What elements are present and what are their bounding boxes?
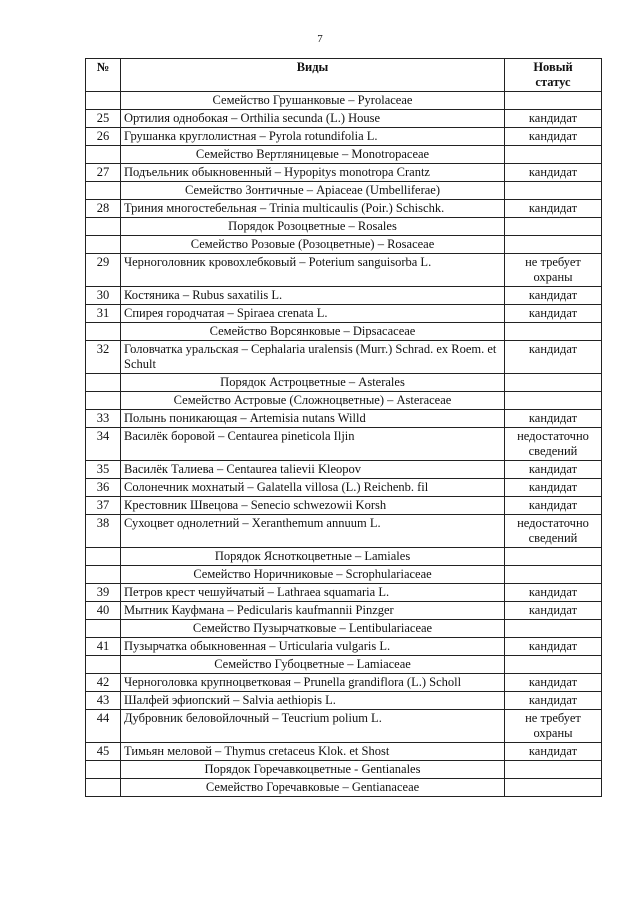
- species-russian-name: Тимьян меловой: [124, 744, 212, 758]
- status-text: кандидат: [528, 165, 578, 179]
- row-number: 28: [86, 200, 121, 218]
- section-status-cell: [505, 761, 602, 779]
- status-cell: [505, 515, 602, 548]
- species-latin-name: Artemisia nutans Willd: [249, 411, 366, 425]
- section-title: Семейство Норичниковые – Scrophulariaceae: [121, 566, 505, 584]
- row-number: 30: [86, 287, 121, 305]
- section-status-cell: [505, 656, 602, 674]
- table-row: [86, 584, 602, 602]
- species-latin-name: Pedicularis kaufmannii Pinzger: [236, 603, 394, 617]
- row-number: 39: [86, 584, 121, 602]
- species-russian-name: Крестовник Швецова: [124, 498, 239, 512]
- row-number: 38: [86, 515, 121, 548]
- species-latin-name: Cephalaria uralensis (Murr.) Schrad. ex Roem. et Schult: [124, 342, 497, 371]
- row-number: 29: [86, 254, 121, 287]
- species-russian-name: Дубровник беловойлочный: [124, 711, 270, 725]
- status-text: охраны: [533, 726, 573, 740]
- species-latin-name: Prunella grandiflora (L.) Scholl: [303, 675, 462, 689]
- status-cell: [505, 479, 602, 497]
- section-status-cell: [505, 548, 602, 566]
- table-row: [86, 743, 602, 761]
- section-title: Семейство Горечавковые – Gentianaceae: [121, 779, 505, 797]
- section-row: [86, 779, 602, 797]
- species-latin-name: Poterium sanguisorba L.: [308, 255, 432, 269]
- status-text: кандидат: [528, 411, 578, 425]
- status-text: кандидат: [528, 585, 578, 599]
- table-row: [86, 461, 602, 479]
- species-russian-name: Черноголовник кровохлебковый: [124, 255, 297, 269]
- table-row: [86, 497, 602, 515]
- row-number: 41: [86, 638, 121, 656]
- section-number-cell: [86, 779, 121, 797]
- species-cell: Василёк боровой – Centaurea pineticola Iljin: [121, 428, 505, 461]
- section-row: [86, 548, 602, 566]
- section-row: [86, 761, 602, 779]
- status-cell: [505, 305, 602, 323]
- table-row: [86, 341, 602, 374]
- table-row: [86, 710, 602, 743]
- species-cell: Мытник Кауфмана – Pedicularis kaufmannii Pinzger: [121, 602, 505, 620]
- status-cell: [505, 428, 602, 461]
- row-number: 34: [86, 428, 121, 461]
- section-row: [86, 392, 602, 410]
- status-text: кандидат: [528, 498, 578, 512]
- species-latin-name: Centaurea talievii Kleopov: [226, 462, 362, 476]
- row-number: 36: [86, 479, 121, 497]
- table-row: [86, 164, 602, 182]
- status-cell: [505, 164, 602, 182]
- status-text: кандидат: [528, 111, 578, 125]
- species-russian-name: Василёк боровой: [124, 429, 215, 443]
- table-row: [86, 110, 602, 128]
- section-status-cell: [505, 392, 602, 410]
- species-latin-name: Senecio schwezowii Korsh: [250, 498, 387, 512]
- status-text: кандидат: [528, 288, 578, 302]
- section-row: [86, 374, 602, 392]
- table-row: [86, 428, 602, 461]
- table-row: [86, 200, 602, 218]
- species-cell: Дубровник беловойлочный – Teucrium polium L.: [121, 710, 505, 743]
- table-row: [86, 638, 602, 656]
- species-table: [85, 58, 602, 797]
- species-russian-name: Головчатка уральская: [124, 342, 239, 356]
- section-title: Семейство Вертляницевые – Monotropaceae: [121, 146, 505, 164]
- status-cell: [505, 461, 602, 479]
- species-russian-name: Грушанка круглолистная: [124, 129, 257, 143]
- status-cell: [505, 128, 602, 146]
- species-latin-name: Urticularia vulgaris L.: [278, 639, 391, 653]
- status-text: недостаточно: [517, 516, 589, 530]
- table-row: [86, 674, 602, 692]
- page-number: 7: [317, 33, 323, 45]
- status-text: охраны: [533, 270, 573, 284]
- section-title: Порядок Ясноткоцветные – Lamiales: [121, 548, 505, 566]
- status-text: кандидат: [528, 744, 578, 758]
- species-cell: Шалфей эфиопский – Salvia aethiopis L.: [121, 692, 505, 710]
- section-row: [86, 236, 602, 254]
- row-number: 25: [86, 110, 121, 128]
- species-russian-name: Триния многостебельная: [124, 201, 257, 215]
- table-row: [86, 515, 602, 548]
- section-number-cell: [86, 92, 121, 110]
- row-number: 37: [86, 497, 121, 515]
- section-row: [86, 566, 602, 584]
- status-text: кандидат: [528, 201, 578, 215]
- section-status-cell: [505, 323, 602, 341]
- status-text: недостаточно: [517, 429, 589, 443]
- species-russian-name: Василёк Талиева: [124, 462, 214, 476]
- table-row: [86, 305, 602, 323]
- section-status-cell: [505, 779, 602, 797]
- section-title: Порядок Астроцветные – Asterales: [121, 374, 505, 392]
- section-number-cell: [86, 566, 121, 584]
- species-russian-name: Солонечник мохнатый: [124, 480, 245, 494]
- header-status-line2: статус: [535, 75, 571, 89]
- species-cell: Костяника – Rubus saxatilis L.: [121, 287, 505, 305]
- section-title: Семейство Губоцветные – Lamiaceae: [121, 656, 505, 674]
- table-row: [86, 410, 602, 428]
- header-status: [505, 59, 602, 92]
- section-title: Семейство Ворсянковые – Dipsacaceae: [121, 323, 505, 341]
- section-status-cell: [505, 182, 602, 200]
- species-cell: Тимьян меловой – Thymus cretaceus Klok. et Shost: [121, 743, 505, 761]
- table-row: [86, 692, 602, 710]
- species-russian-name: Спирея городчатая: [124, 306, 225, 320]
- table-row: [86, 602, 602, 620]
- section-number-cell: [86, 392, 121, 410]
- row-number: 26: [86, 128, 121, 146]
- species-cell: Головчатка уральская – Cephalaria uralensis (Murr.) Schrad. ex Roem. et Schult: [121, 341, 505, 374]
- row-number: 42: [86, 674, 121, 692]
- row-number: 27: [86, 164, 121, 182]
- species-latin-name: Trinia multicaulis (Poir.) Schischk.: [269, 201, 445, 215]
- status-text: кандидат: [528, 693, 578, 707]
- species-russian-name: Мытник Кауфмана: [124, 603, 225, 617]
- header-number: №: [86, 59, 121, 92]
- section-status-cell: [505, 146, 602, 164]
- section-row: [86, 92, 602, 110]
- section-number-cell: [86, 656, 121, 674]
- species-cell: Черноголовник кровохлебковый – Poterium sanguisorba L.: [121, 254, 505, 287]
- section-status-cell: [505, 218, 602, 236]
- species-latin-name: Centaurea pineticola Iljin: [227, 429, 355, 443]
- species-latin-name: Pyrola rotundifolia L.: [268, 129, 378, 143]
- status-text: сведений: [528, 531, 578, 545]
- species-russian-name: Петров крест чешуйчатый: [124, 585, 265, 599]
- status-text: кандидат: [528, 603, 578, 617]
- table-row: [86, 254, 602, 287]
- species-russian-name: Полынь поникающая: [124, 411, 238, 425]
- section-number-cell: [86, 236, 121, 254]
- status-text: не требует: [525, 255, 581, 269]
- species-russian-name: Ортилия однобокая: [124, 111, 229, 125]
- section-number-cell: [86, 218, 121, 236]
- status-cell: [505, 200, 602, 218]
- status-cell: [505, 692, 602, 710]
- species-cell: Василёк Талиева – Centaurea talievii Kleopov: [121, 461, 505, 479]
- species-cell: Триния многостебельная – Trinia multicaulis (Poir.) Schischk.: [121, 200, 505, 218]
- status-text: кандидат: [528, 462, 578, 476]
- species-latin-name: Spiraea crenata L.: [236, 306, 328, 320]
- species-latin-name: Lathraea squamaria L.: [277, 585, 390, 599]
- section-row: [86, 620, 602, 638]
- species-cell: Солонечник мохнатый – Galatella villosa (L.) Reichenb. fil: [121, 479, 505, 497]
- section-row: [86, 182, 602, 200]
- species-russian-name: Костяника: [124, 288, 180, 302]
- species-latin-name: Xeranthemum annuum L.: [251, 516, 381, 530]
- status-cell: [505, 254, 602, 287]
- species-cell: Полынь поникающая – Artemisia nutans Willd: [121, 410, 505, 428]
- row-number: 32: [86, 341, 121, 374]
- status-cell: [505, 497, 602, 515]
- section-status-cell: [505, 566, 602, 584]
- table-header-row: [86, 59, 602, 92]
- table-row: [86, 128, 602, 146]
- row-number: 33: [86, 410, 121, 428]
- species-russian-name: Сухоцвет однолетний: [124, 516, 240, 530]
- species-latin-name: Salvia aethiopis L.: [242, 693, 336, 707]
- table-body: [86, 92, 602, 797]
- section-title: Семейство Пузырчатковые – Lentibulariaceae: [121, 620, 505, 638]
- section-row: [86, 323, 602, 341]
- status-text: кандидат: [528, 480, 578, 494]
- status-text: кандидат: [528, 306, 578, 320]
- species-latin-name: Orthilia secunda (L.) House: [240, 111, 381, 125]
- row-number: 35: [86, 461, 121, 479]
- section-row: [86, 146, 602, 164]
- section-title: Порядок Розоцветные – Rosales: [121, 218, 505, 236]
- status-text: кандидат: [528, 675, 578, 689]
- status-cell: [505, 341, 602, 374]
- species-latin-name: Hypopitys monotropa Crantz: [284, 165, 430, 179]
- section-number-cell: [86, 761, 121, 779]
- species-latin-name: Galatella villosa (L.) Reichenb. fil: [256, 480, 429, 494]
- status-cell: [505, 638, 602, 656]
- species-cell: Спирея городчатая – Spiraea crenata L.: [121, 305, 505, 323]
- row-number: 40: [86, 602, 121, 620]
- species-latin-name: Teucrium polium L.: [281, 711, 382, 725]
- header-species: Виды: [121, 59, 505, 92]
- species-cell: Сухоцвет однолетний – Xeranthemum annuum L.: [121, 515, 505, 548]
- section-status-cell: [505, 374, 602, 392]
- section-number-cell: [86, 548, 121, 566]
- status-text: кандидат: [528, 129, 578, 143]
- row-number: 44: [86, 710, 121, 743]
- header-status-line1: Новый: [533, 60, 573, 74]
- species-cell: Грушанка круглолистная – Pyrola rotundifolia L.: [121, 128, 505, 146]
- species-cell: Подъельник обыкновенный – Hypopitys monotropa Crantz: [121, 164, 505, 182]
- section-status-cell: [505, 620, 602, 638]
- table-row: [86, 287, 602, 305]
- species-russian-name: Подъельник обыкновенный: [124, 165, 272, 179]
- status-cell: [505, 602, 602, 620]
- status-text: кандидат: [528, 342, 578, 356]
- section-row: [86, 656, 602, 674]
- status-text: кандидат: [528, 639, 578, 653]
- section-number-cell: [86, 146, 121, 164]
- section-number-cell: [86, 182, 121, 200]
- species-latin-name: Thymus cretaceus Klok. et Shost: [224, 744, 390, 758]
- row-number: 31: [86, 305, 121, 323]
- species-russian-name: Черноголовка крупноцветковая: [124, 675, 291, 689]
- status-cell: [505, 710, 602, 743]
- species-cell: Ортилия однобокая – Orthilia secunda (L.) House: [121, 110, 505, 128]
- section-title: Семейство Астровые (Сложноцветные) – Asteraceae: [121, 392, 505, 410]
- status-cell: [505, 110, 602, 128]
- species-latin-name: Rubus saxatilis L.: [192, 288, 283, 302]
- section-number-cell: [86, 323, 121, 341]
- species-cell: Черноголовка крупноцветковая – Prunella grandiflora (L.) Scholl: [121, 674, 505, 692]
- species-russian-name: Пузырчатка обыкновенная: [124, 639, 267, 653]
- status-text: сведений: [528, 444, 578, 458]
- status-cell: [505, 410, 602, 428]
- section-title: Семейство Грушанковые – Pyrolaceae: [121, 92, 505, 110]
- row-number: 43: [86, 692, 121, 710]
- section-status-cell: [505, 92, 602, 110]
- status-cell: [505, 584, 602, 602]
- section-title: Порядок Горечавкоцветные - Gentianales: [121, 761, 505, 779]
- section-title: Семейство Зонтичные – Apiaceae (Umbelliferae): [121, 182, 505, 200]
- section-status-cell: [505, 236, 602, 254]
- section-row: [86, 218, 602, 236]
- species-cell: Пузырчатка обыкновенная – Urticularia vulgaris L.: [121, 638, 505, 656]
- status-text: не требует: [525, 711, 581, 725]
- status-cell: [505, 743, 602, 761]
- section-title: Семейство Розовые (Розоцветные) – Rosaceae: [121, 236, 505, 254]
- species-russian-name: Шалфей эфиопский: [124, 693, 230, 707]
- row-number: 45: [86, 743, 121, 761]
- table-row: [86, 479, 602, 497]
- section-number-cell: [86, 374, 121, 392]
- status-cell: [505, 674, 602, 692]
- status-cell: [505, 287, 602, 305]
- species-cell: Крестовник Швецова – Senecio schwezowii Korsh: [121, 497, 505, 515]
- section-number-cell: [86, 620, 121, 638]
- species-cell: Петров крест чешуйчатый – Lathraea squamaria L.: [121, 584, 505, 602]
